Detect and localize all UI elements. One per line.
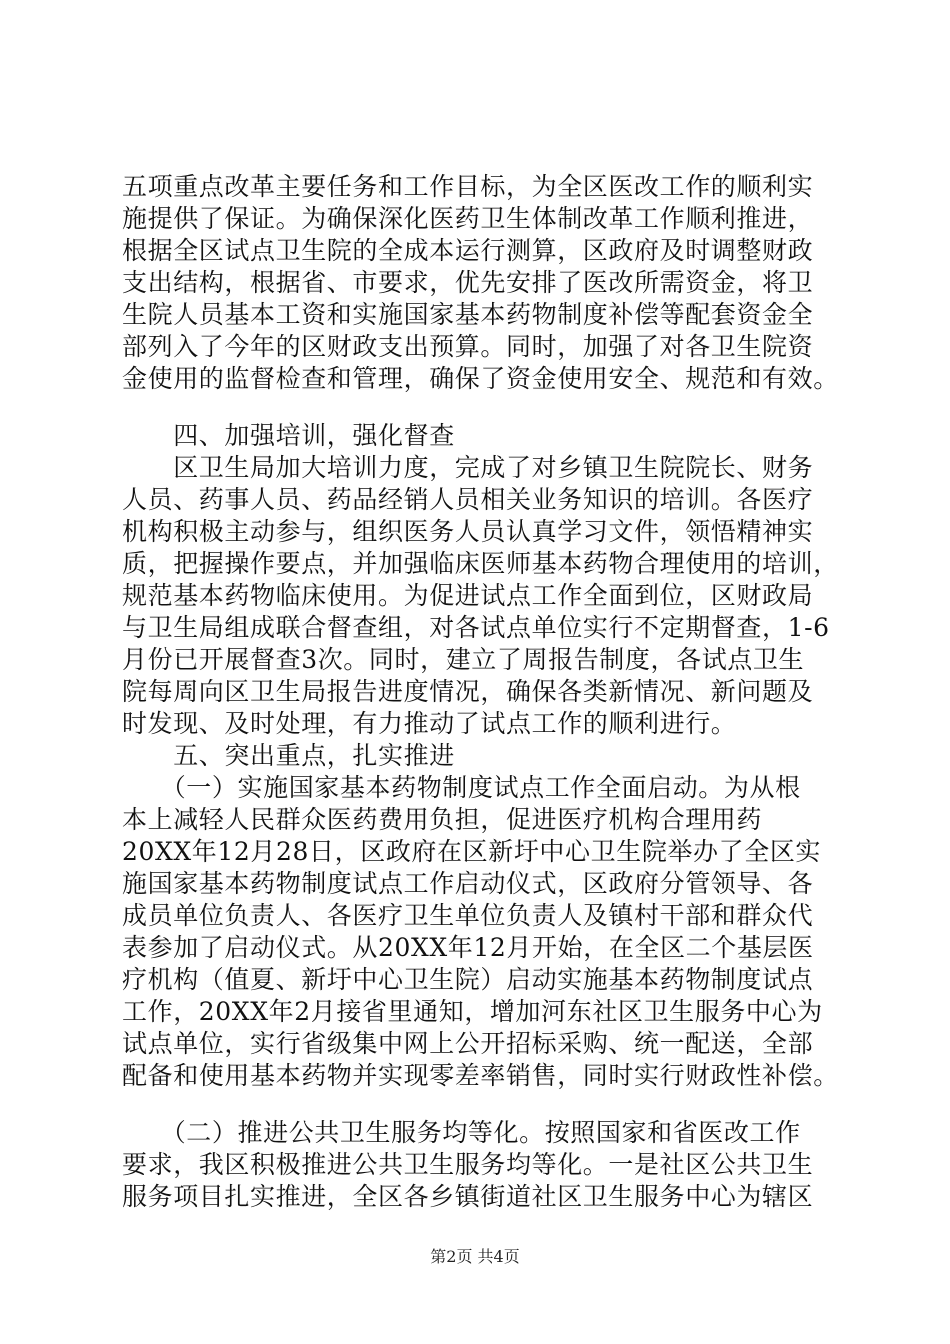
body-text-line: 配备和使用基本药物并实现零差率销售，同时实行财政性补偿。	[122, 1061, 839, 1090]
section-heading: 五、突出重点，扎实推进	[122, 741, 455, 770]
body-text-line: 支出结构，根据省、市要求，优先安排了医改所需资金，将卫	[122, 268, 814, 297]
body-text-line: 人员、药事人员、药品经销人员相关业务知识的培训。各医疗	[122, 485, 814, 514]
body-text-line: 部列入了今年的区财政支出预算。同时，加强了对各卫生院资	[122, 332, 814, 361]
body-text-line: （一）实施国家基本药物制度试点工作全面启动。为从根	[122, 773, 801, 802]
body-text-line: 时发现、及时处理，有力推动了试点工作的顺利进行。	[122, 709, 737, 738]
body-text-line: 要求，我区积极推进公共卫生服务均等化。一是社区公共卫生	[122, 1150, 814, 1179]
body-text-line: 20XX年12月28日，区政府在区新圩中心卫生院举办了全区实	[122, 837, 822, 866]
body-text-line: 规范基本药物临床使用。为促进试点工作全面到位，区财政局	[122, 581, 814, 610]
body-text-line: 服务项目扎实推进，全区各乡镇街道社区卫生服务中心为辖区	[122, 1182, 814, 1211]
body-text-line: 试点单位，实行省级集中网上公开招标采购、统一配送，全部	[122, 1029, 814, 1058]
page-footer: 第2页 共4页	[430, 1247, 520, 1266]
body-text-line: 施提供了保证。为确保深化医药卫生体制改革工作顺利推进，	[122, 204, 814, 233]
body-text-line: 工作，20XX年2月接省里通知，增加河东社区卫生服务中心为	[122, 997, 823, 1026]
body-text-line: 月份已开展督查3次。同时，建立了周报告制度，各试点卫生	[122, 645, 805, 674]
body-text-line: 质，把握操作要点，并加强临床医师基本药物合理使用的培训，	[122, 549, 839, 578]
body-text-line: 施国家基本药物制度试点工作启动仪式，区政府分管领导、各	[122, 869, 814, 898]
body-text-line: 成员单位负责人、各医疗卫生单位负责人及镇村干部和群众代	[122, 901, 814, 930]
body-text-line: 根据全区试点卫生院的全成本运行测算，区政府及时调整财政	[122, 236, 814, 265]
body-text-line: 与卫生局组成联合督查组，对各试点单位实行不定期督查，1-6	[122, 613, 830, 642]
body-text-line: 区卫生局加大培训力度，完成了对乡镇卫生院院长、财务	[122, 453, 814, 482]
body-text-line: 生院人员基本工资和实施国家基本药物制度补偿等配套资金全	[122, 300, 814, 329]
body-text-line: 本上减轻人民群众医药费用负担，促进医疗机构合理用药	[122, 805, 763, 834]
body-text-line: 表参加了启动仪式。从20XX年12月开始，在全区二个基层医	[122, 933, 814, 962]
body-text-line: 疗机构（值夏、新圩中心卫生院）启动实施基本药物制度试点	[122, 965, 814, 994]
body-text-line: 院每周向区卫生局报告进度情况，确保各类新情况、新问题及	[122, 677, 814, 706]
body-text-line: 金使用的监督检查和管理，确保了资金使用安全、规范和有效。	[122, 364, 839, 393]
body-text-line: 机构积极主动参与，组织医务人员认真学习文件，领悟精神实	[122, 517, 814, 546]
body-text-line: 五项重点改革主要任务和工作目标，为全区医改工作的顺利实	[122, 172, 814, 201]
body-text-line: （二）推进公共卫生服务均等化。按照国家和省医改工作	[122, 1118, 801, 1147]
section-heading: 四、加强培训，强化督查	[122, 421, 455, 450]
